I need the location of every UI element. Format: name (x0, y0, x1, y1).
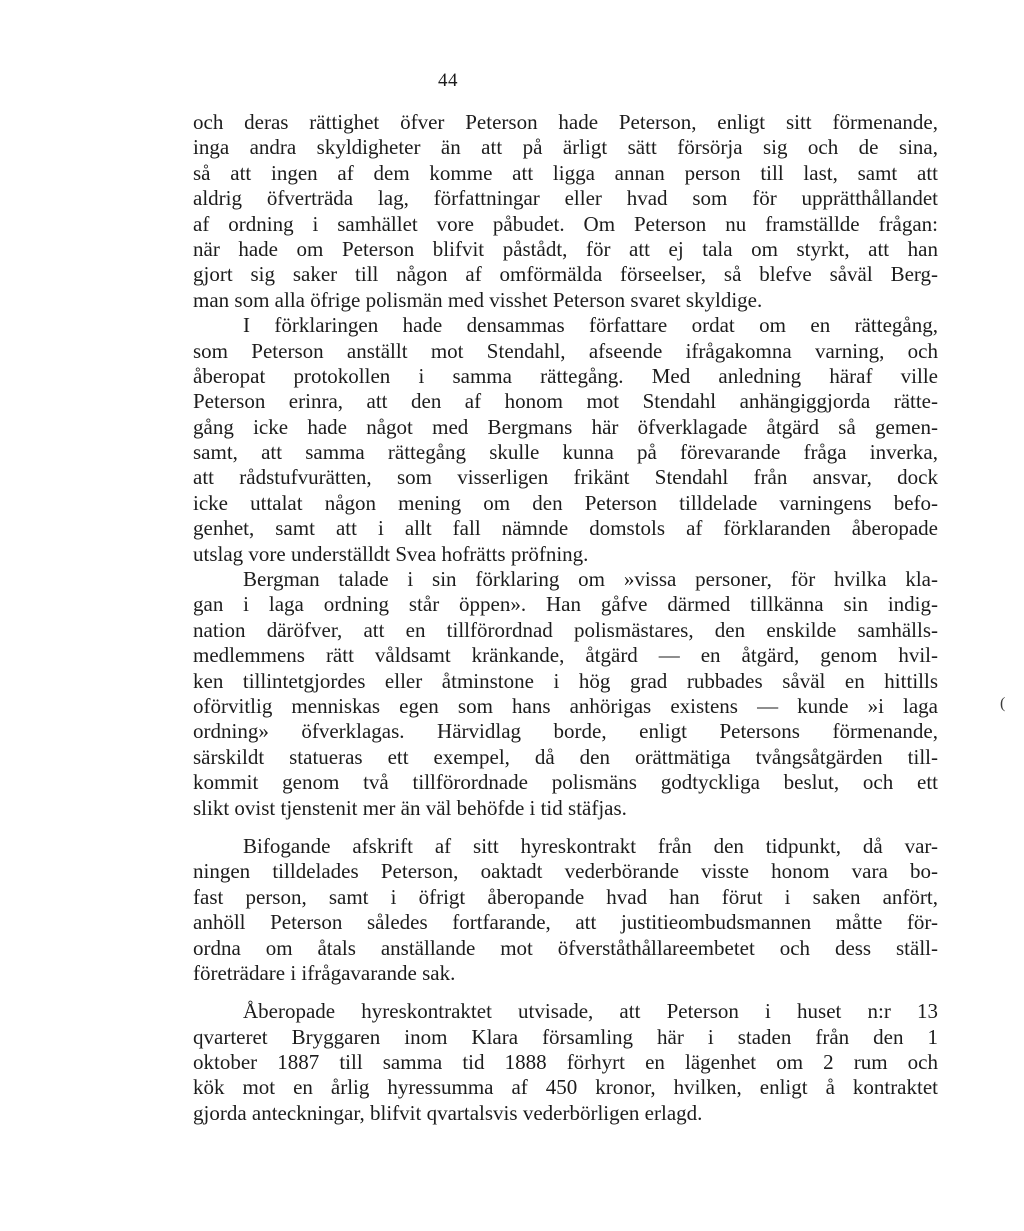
text-line: oktober 1887 till samma tid 1888 förhyrt en lägenhet om 2 rum och (193, 1050, 938, 1075)
text-line: icke uttalat någon mening om den Peterson tilldelade varningens befo- (193, 490, 938, 515)
text-line: som Peterson anställt mot Stendahl, afseende ifrågakomna varning, och (193, 338, 938, 363)
text-line: företrädare i ifrågavarande sak. (193, 960, 456, 985)
text-line: man som alla öfrige polismän med visshet Peterson svaret skyldige. (193, 287, 763, 312)
text-line: gjorda anteckningar, blifvit qvartalsvis vederbörligen erlagd. (193, 1100, 703, 1125)
text-line: Bifogande afskrift af sitt hyreskontrakt från den tidpunkt, då var- (243, 833, 938, 858)
text-line: I förklaringen hade densammas författare ordat om en rättegång, (243, 313, 938, 338)
text-line: ken tillintetgjordes eller åtminstone i hög grad rubbades såväl en hittills (193, 668, 938, 693)
text-line: Åberopade hyreskontraktet utvisade, att Peterson i huset n:r 13 (243, 999, 938, 1024)
paragraph-spacer (193, 821, 938, 834)
text-line: af ordning i samhället vore påbudet. Om Peterson nu framställde frågan: (193, 211, 938, 236)
text-line: Peterson erinra, att den af honom mot Stendahl anhängiggjorda rätte- (193, 389, 938, 414)
paragraph-spacer (193, 986, 938, 999)
text-line: qvarteret Bryggaren inom Klara församling här i staden från den 1 (193, 1024, 938, 1049)
text-line: nation däröfver, att en tillförordnad polismästares, den enskilde samhälls- (193, 617, 938, 642)
text-line: och deras rättighet öfver Peterson hade Peterson, enligt sitt förmenande, (193, 110, 938, 134)
text-line: gjort sig saker till någon af omförmälda förseelser, så blefve såväl Berg- (193, 262, 938, 287)
text-line: anhöll Peterson således fortfarande, att justitieombudsmannen måtte för- (193, 910, 938, 935)
text-line: gan i laga ordning står öppen». Han gåfve därmed tillkänna sin indig- (193, 592, 938, 617)
text-line: ordning» öfverklagas. Härvidlag borde, enligt Petersons förmenande, (193, 719, 938, 744)
page-number: 44 (438, 70, 458, 91)
text-line: utslag vore underställdt Svea hofrätts pröfning. (193, 541, 589, 566)
text-line: ningen tilldelades Peterson, oaktadt vederbörande visste honom vara bo- (193, 859, 938, 884)
text-line: fast person, samt i öfrigt åberopande hvad han förut i saken anfört, (193, 884, 938, 909)
paragraph-1 (193, 110, 938, 313)
paragraph-2 (193, 313, 938, 567)
body-text (193, 110, 938, 1126)
text-line: särskildt statueras ett exempel, då den orättmätiga tvångsåtgärden till- (193, 744, 938, 769)
text-line: när hade om Peterson blifvit påstådt, för att ej tala om styrkt, att han (193, 236, 938, 261)
paragraph-3 (193, 567, 938, 821)
text-line: att rådstufvurätten, som visserligen frikänt Stendahl från ansvar, dock (193, 465, 938, 490)
text-line: Bergman talade i sin förklaring om »vissa personer, för hvilka kla- (243, 567, 938, 592)
paragraph-5 (193, 999, 938, 1126)
text-line: oförvitlig menniskas egen som hans anhörigas existens — kunde »i laga (193, 693, 938, 718)
text-line: så att ingen af dem komme att ligga annan person till last, samt att (193, 160, 938, 185)
text-line: kommit genom två tillförordnade polismäns godtyckliga beslut, och ett (193, 770, 938, 795)
paragraph-4 (193, 834, 938, 986)
text-line: kök mot en årlig hyressumma af 450 kronor, hvilken, enligt å kontraktet (193, 1075, 938, 1100)
margin-mark: ( (1000, 695, 1006, 712)
text-line: åberopat protokollen i samma rättegång. Med anledning häraf ville (193, 363, 938, 388)
text-line: genhet, samt att i allt fall nämnde domstols af förklaranden åberopade (193, 516, 938, 541)
text-line: aldrig öfverträda lag, författningar eller hvad som för upprätthållandet (193, 186, 938, 211)
text-line: slikt ovist tjenstenit mer än väl behöfde i tid stäfjas. (193, 795, 627, 820)
text-line: samt, att samma rättegång skulle kunna på förevarande fråga inverka, (193, 440, 938, 465)
text-line: ordna om åtals anställande mot öfverståthållareembetet och dess ställ- (193, 935, 938, 960)
text-line: inga andra skyldigheter än att på ärligt sätt försörja sig och de sina, (193, 135, 938, 160)
text-line: medlemmens rätt våldsamt kränkande, åtgärd — en åtgärd, genom hvil- (193, 643, 938, 668)
text-line: gång icke hade något med Bergmans här öfverklagade åtgärd så gemen- (193, 414, 938, 439)
